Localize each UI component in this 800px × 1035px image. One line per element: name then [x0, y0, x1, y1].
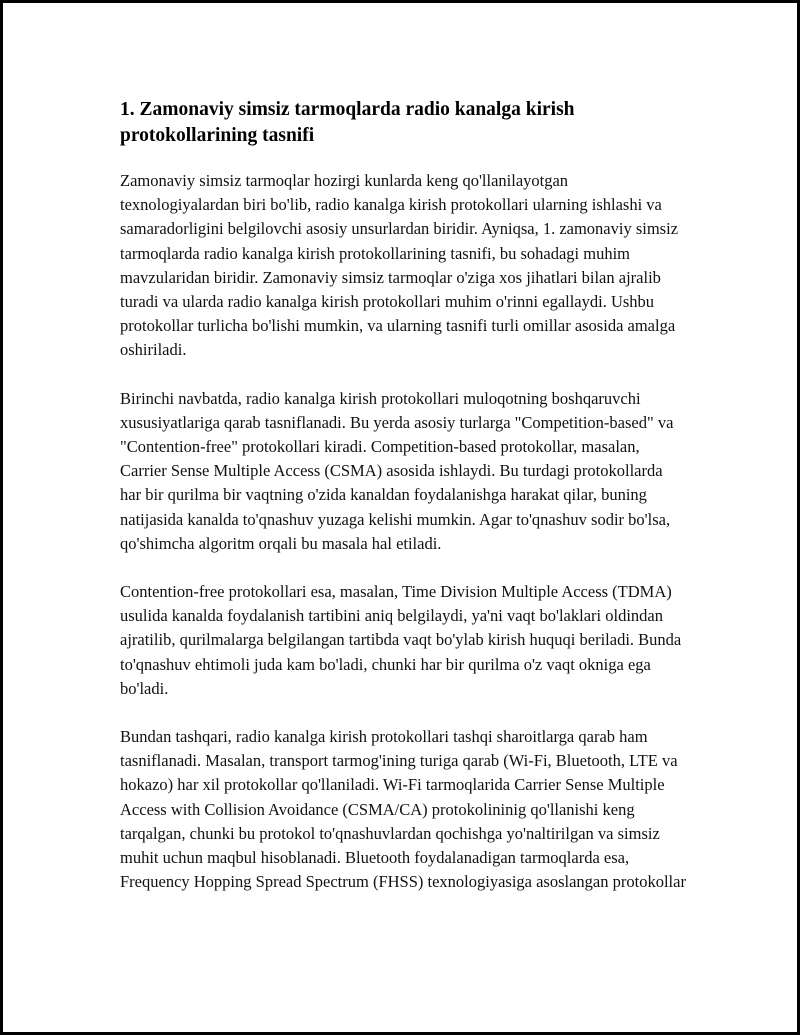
- document-body: [120, 97, 686, 918]
- paragraph-2: Birinchi navbatda, radio kanalga kirish protokollari muloqotning boshqaruvchi xususiyatlariga qarab tasniflanadi. Bu yerda asosiy turlarga "Competition-based" va "Contention-free" protokollari kiradi. Competition-based protokollar, masalan, Carrier Sense Multiple Access (CSMA) asosida ishlaydi. Bu turdagi protokollarda har bir qurilma bir vaqtning o'zida kanaldan foydalanishga harakat qilar, buning natijasida kanalda to'qnashuv yuzaga kelishi mumkin. Agar to'qnashuv sodir bo'lsa, qo'shimcha algoritm orqali bu masala hal etiladi.: [120, 388, 674, 553]
- paragraph-3: Contention-free protokollari esa, masalan, Time Division Multiple Access (TDMA) usulida kanalda foydalanish tartibini aniq belgilaydi, ya'ni vaqt bo'laklari oldindan ajratilib, qurilmalarga belgilangan tartibda vaqt bo'ylab kirish huquqi beriladi. Bunda to'qnashuv ehtimoli juda kam bo'ladi, chunki har bir qurilma o'z vaqt okniga ega bo'ladi.: [120, 582, 682, 698]
- paragraph-1: Zamonaviy simsiz tarmoqlar hozirgi kunlarda keng qo'llanilayotgan texnologiyalardan biri bo'lib, radio kanalga kirish protokollari ularning ishlashi va samaradorligini belgilovchi asosiy unsurlardan biridir. Ayniqsa, 1. zamonaviy simsiz tarmoqlarda radio kanalga kirish protokollarining tasnifi, bu sohadagi muhim mavzularidan biridir. Zamonaviy simsiz tarmoqlar o'ziga xos jihatlari bilan ajralib turadi va ularda radio kanalga kirish protokollari muhim o'rinni egallaydi. Ushbu protokollar turlicha bo'lishi mumkin, va ularning tasnifi turli omillar asosida amalga oshiriladi.: [120, 171, 679, 360]
- document-title: 1. Zamonaviy simsiz tarmoqlarda radio kanalga kirish protokollarining tasnifi: [120, 99, 575, 146]
- paragraph-4: Bundan tashqari, radio kanalga kirish protokollari tashqi sharoitlarga qarab ham tasniflanadi. Masalan, transport tarmog'ining turiga qarab (Wi-Fi, Bluetooth, LTE va hokazo) har xil protokollar qo'llaniladi. Wi-Fi tarmoqlarida Carrier Sense Multiple Access with Collision Avoidance (CSMA/CA) protokolininig qo'llanishi keng tarqalgan, chunki bu protokol to'qnashuvlardan qochishga yo'naltirilgan va simsiz muhit uchun maqbul hisoblanadi. Bluetooth foydalanadigan tarmoqlarda esa, Frequency Hopping Spread Spectrum (FHSS) texnologiyasiga asoslangan protokollar: [120, 727, 686, 892]
